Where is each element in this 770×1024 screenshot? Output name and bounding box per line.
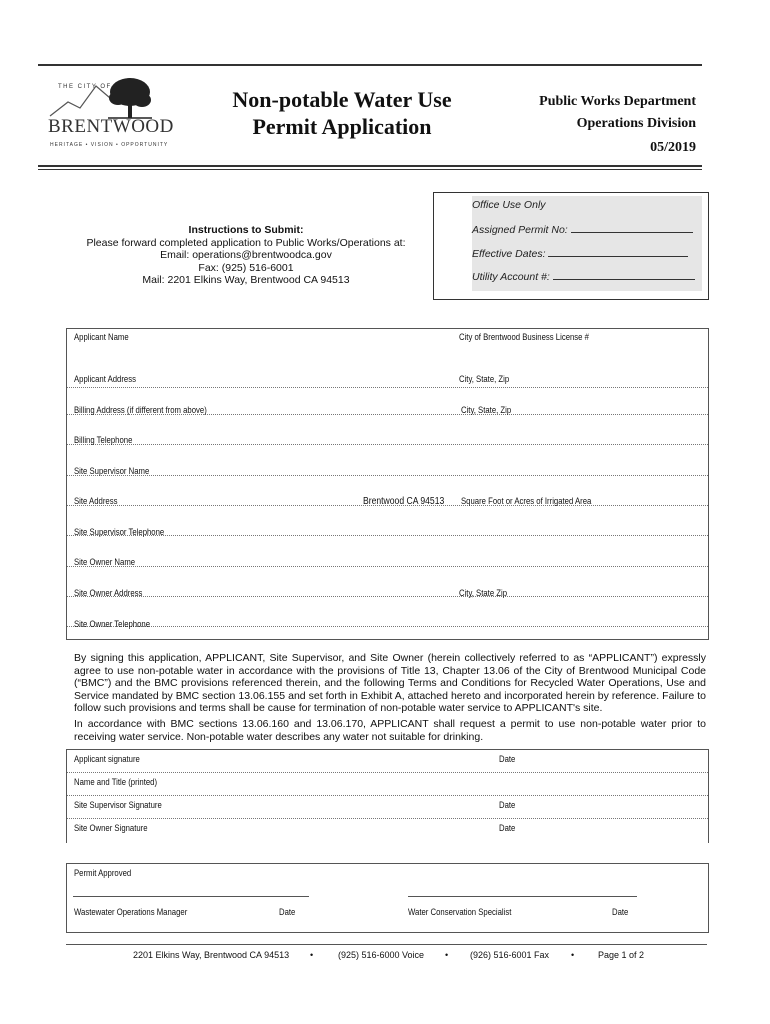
permit-approved-heading: Permit Approved xyxy=(74,868,132,878)
footer-bullet: • xyxy=(445,950,449,960)
logo-name: BRENTWOOD xyxy=(48,116,174,137)
signature-box xyxy=(66,749,709,843)
site-address-field[interactable]: Site Address xyxy=(74,496,118,506)
manager-signature-line[interactable] xyxy=(73,896,309,897)
revision-date: 05/2019 xyxy=(650,140,696,155)
title-line-2: Permit Application xyxy=(252,114,432,139)
site-supervisor-name-field[interactable]: Site Supervisor Name xyxy=(74,466,150,476)
permit-request-paragraph: In accordance with BMC sections 13.06.160 and 13.06.170, APPLICANT shall request a permit to use non-potable water prior to receiving water service. Non-potable water describes any water not suitable for drinking. xyxy=(74,718,706,743)
logo-tagline: HERITAGE • VISION • OPPORTUNITY xyxy=(50,142,169,148)
footer-voice: (925) 516-6000 Voice xyxy=(338,950,425,960)
footer-rule xyxy=(66,944,707,945)
applicant-city-field[interactable]: City, State, Zip xyxy=(459,374,510,384)
agreement-paragraph: By signing this application, APPLICANT, Site Supervisor, and Site Owner (herein collectively referred to as “APPLICANT”) expressly agree to use non-potable water in accordance with the provisions of Title 13, Chapter 13.06 of the City of Brentwood Municipal Code (“BMC”) and the BMC provisions referenced therein, and the following Terms and Conditions for Recycled Water Operations, Use and Service mandated by BMC section 13.06.155 and set forth in Exhibit A, attached hereto and incorporated herein by reference. Failure to follow such provisions and terms shall be cause for termination of non-potable water service to APPLICANT's site. xyxy=(74,652,706,715)
permit-approved-box xyxy=(66,863,709,933)
header-rule-bottom-thin xyxy=(38,169,702,170)
irrigated-area-field[interactable]: Square Foot or Acres of Irrigated Area xyxy=(461,496,592,506)
utility-account-label: Utility Account #: xyxy=(472,271,550,283)
footer-fax: (926) 516-6001 Fax xyxy=(470,950,550,960)
permit-number-line[interactable] xyxy=(472,223,693,236)
sig-row-supervisor xyxy=(67,795,708,819)
owner-signature-field[interactable]: Site Owner Signature xyxy=(74,823,148,833)
department-name: Public Works Department xyxy=(539,94,696,109)
document-title xyxy=(210,86,474,140)
department-block xyxy=(490,91,696,159)
manager-label: Wastewater Operations Manager xyxy=(74,907,188,917)
header-rule-bottom xyxy=(38,165,702,167)
supervisor-date-field[interactable]: Date xyxy=(499,800,516,810)
sig-row-name xyxy=(67,772,708,796)
instructions-line: Please forward completed application to Public Works/Operations at: xyxy=(86,236,406,249)
form-row-name xyxy=(67,329,708,388)
applicant-name-field[interactable]: Applicant Name xyxy=(74,332,129,342)
office-heading: Office Use Only xyxy=(472,199,546,211)
owner-date-field[interactable]: Date xyxy=(499,823,516,833)
manager-date-label: Date xyxy=(279,907,296,917)
footer-address: 2201 Elkins Way, Brentwood CA 94513 xyxy=(133,950,290,960)
billing-telephone-field[interactable]: Billing Telephone xyxy=(74,435,133,445)
site-owner-telephone-field[interactable]: Site Owner Telephone xyxy=(74,619,151,629)
logo-small-text: THE CITY OF xyxy=(58,84,112,90)
title-line-1: Non-potable Water Use xyxy=(232,87,452,112)
form-row-owner-address xyxy=(67,596,708,627)
header-rule-top xyxy=(38,64,702,66)
instructions-heading: Instructions to Submit: xyxy=(188,224,304,236)
site-owner-name-field[interactable]: Site Owner Name xyxy=(74,557,136,567)
instructions-block xyxy=(76,224,416,287)
form-row-supervisor-tel xyxy=(67,535,708,567)
applicant-signature-field[interactable]: Applicant signature xyxy=(74,754,140,764)
specialist-signature-line[interactable] xyxy=(408,896,637,897)
division-name: Operations Division xyxy=(576,116,696,131)
site-owner-address-field[interactable]: Site Owner Address xyxy=(74,588,143,598)
footer-bullet: • xyxy=(310,950,314,960)
permit-number-label: Assigned Permit No: xyxy=(472,224,568,236)
business-license-field[interactable]: City of Brentwood Business License # xyxy=(459,332,589,342)
billing-address-field[interactable]: Billing Address (if different from above) xyxy=(74,405,207,415)
effective-dates-label: Effective Dates: xyxy=(472,248,546,260)
applicant-date-field[interactable]: Date xyxy=(499,754,516,764)
specialist-date-label: Date xyxy=(612,907,629,917)
applicant-address-field[interactable]: Applicant Address xyxy=(74,374,136,384)
form-row-billing xyxy=(67,414,708,445)
footer-page-number: Page 1 of 2 xyxy=(598,950,645,960)
billing-city-field[interactable]: City, State, Zip xyxy=(461,405,512,415)
city-logo xyxy=(48,72,174,152)
site-supervisor-telephone-field[interactable]: Site Supervisor Telephone xyxy=(74,527,165,537)
site-city-value: Brentwood CA 94513 xyxy=(363,496,445,507)
office-use-box xyxy=(433,192,709,300)
sig-row-applicant xyxy=(67,750,708,773)
applicant-form xyxy=(66,328,709,640)
effective-dates-line[interactable] xyxy=(472,247,688,260)
form-row-billing-tel xyxy=(67,444,708,476)
site-owner-city-field[interactable]: City, State Zip xyxy=(459,588,508,598)
name-title-field[interactable]: Name and Title (printed) xyxy=(74,777,158,787)
supervisor-signature-field[interactable]: Site Supervisor Signature xyxy=(74,800,162,810)
instructions-fax: Fax: (925) 516-6001 xyxy=(198,261,294,274)
footer-bullet: • xyxy=(571,950,575,960)
specialist-label: Water Conservation Specialist xyxy=(408,907,512,917)
utility-account-line[interactable] xyxy=(472,270,695,283)
instructions-email: Email: operations@brentwoodca.gov xyxy=(160,249,332,261)
instructions-mail: Mail: 2201 Elkins Way, Brentwood CA 94513 xyxy=(142,274,350,286)
form-row-owner-name xyxy=(67,566,708,597)
